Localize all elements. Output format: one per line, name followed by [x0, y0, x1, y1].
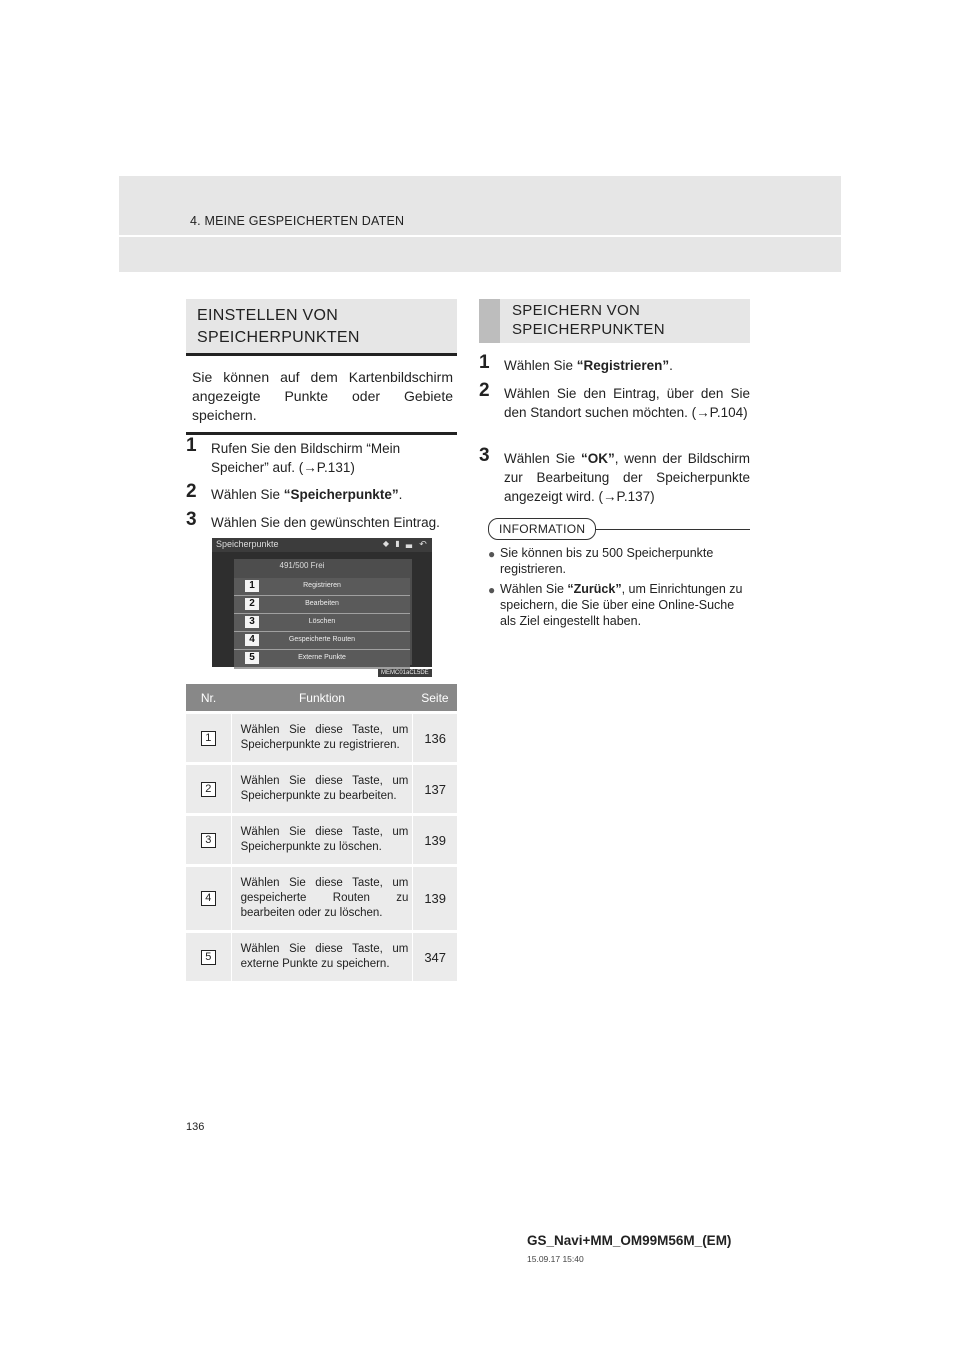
table-row [186, 866, 457, 932]
bullet-dot-icon: ● [488, 583, 496, 597]
step-number: 3 [186, 509, 197, 530]
step-text: Wählen Sie den Eintrag, über den Sie den Standort suchen möchten. (→P.104) [504, 386, 750, 420]
screen-button-bearbeiten: Bearbeiten [234, 596, 410, 615]
step-number: 2 [479, 380, 490, 401]
screen-title: Speicherpunkte [216, 539, 279, 549]
header-nr: Nr. [186, 684, 231, 713]
screen-button-externe-punkte: Externe Punkte [234, 650, 410, 669]
step-number: 1 [186, 435, 197, 456]
right-step-1 [479, 352, 750, 375]
bullet-text: Sie können bis zu 500 Speicherpunkte registrieren. [500, 546, 714, 576]
header-funktion: Funktion [231, 684, 413, 713]
table-row [186, 932, 457, 982]
header-seite: Seite [413, 684, 457, 713]
step-number: 1 [479, 352, 490, 373]
image-code: MEMC01aCL5DE [378, 669, 432, 677]
table-row [186, 764, 457, 815]
row-function: Wählen Sie diese Taste, um gespeicherte Routen zu bearbeiten oder zu löschen. [231, 866, 413, 932]
intro-text: Sie können auf dem Kartenbildschirm angezeigte Punkte oder Gebiete speichern. [192, 369, 453, 423]
screen-button-loeschen: Löschen [234, 614, 410, 633]
row-number: 2 [201, 782, 216, 797]
callout-number: 2 [245, 598, 259, 610]
step-text: Wählen Sie “OK”, wenn der Bildschirm zur Bearbeitung der Speicherpunkte angezeigt wird. (→P.137) [504, 451, 750, 504]
screen-button-registrieren: Registrieren [234, 578, 410, 597]
row-page: 139 [413, 815, 457, 866]
left-section-title-line2: SPEICHERPUNKTEN [197, 329, 360, 346]
document-code: GS_Navi+MM_OM99M56M_(EM) [527, 1233, 732, 1248]
step-text: Rufen Sie den Bildschirm “Mein Speicher” auf. (→P.131) [211, 441, 401, 475]
row-function: Wählen Sie diese Taste, um Speicherpunkte zu registrieren. [231, 713, 413, 764]
row-number: 4 [201, 891, 216, 906]
row-page: 139 [413, 866, 457, 932]
section-accent-bar [479, 299, 500, 343]
function-table [186, 684, 457, 981]
right-step-2 [479, 380, 750, 422]
row-function: Wählen Sie diese Taste, um Speicherpunkte zu bearbeiten. [231, 764, 413, 815]
step-number: 2 [186, 481, 197, 502]
status-icons: ◆ ▮ ▃ [382, 539, 414, 548]
row-number: 1 [201, 731, 216, 746]
right-step-3 [479, 445, 750, 506]
row-number: 3 [201, 833, 216, 848]
step-text: Wählen Sie den gewünschten Eintrag. [211, 515, 440, 530]
callout-number: 4 [245, 634, 259, 646]
left-section-title-line1: EINSTELLEN VON [197, 307, 339, 324]
info-bullet-2 [488, 581, 750, 629]
callout-number: 5 [245, 652, 259, 664]
header-divider [119, 235, 841, 237]
back-arrow-icon: ↶ [419, 539, 427, 549]
step-number: 3 [479, 445, 490, 466]
step-text: Wählen Sie “Speicherpunkte”. [211, 487, 403, 502]
left-step-3 [186, 509, 457, 532]
bullet-text: Wählen Sie “Zurück”, um Einrichtungen zu speichern, die Sie über eine Online-Suche als Ziel eingestellt haben. [500, 582, 743, 628]
callout-number: 3 [245, 616, 259, 628]
row-page: 347 [413, 932, 457, 982]
left-step-1 [186, 435, 457, 477]
chapter-title: 4. MEINE GESPEICHERTEN DATEN [190, 214, 405, 228]
callout-number: 1 [245, 580, 259, 592]
intro-box [186, 353, 457, 435]
row-function: Wählen Sie diese Taste, um Speicherpunkte zu löschen. [231, 815, 413, 866]
table-header-row [186, 684, 457, 713]
row-page: 137 [413, 764, 457, 815]
row-page: 136 [413, 713, 457, 764]
speicherpunkte-screen-image [212, 538, 432, 667]
bullet-dot-icon: ● [488, 547, 496, 561]
table-row [186, 713, 457, 764]
document-date: 15.09.17 15:40 [527, 1254, 584, 1264]
memory-count: 491/500 Frei [279, 561, 325, 570]
screen-button-gespeicherte-routen: Gespeicherte Routen [234, 632, 410, 651]
information-label: INFORMATION [488, 518, 596, 540]
row-number: 5 [201, 950, 216, 965]
right-section-title-line2: SPEICHERPUNKTEN [512, 321, 665, 338]
right-section-title-line1: SPEICHERN VON [512, 302, 641, 319]
row-function: Wählen Sie diese Taste, um externe Punkte zu speichern. [231, 932, 413, 982]
table-row [186, 815, 457, 866]
info-bullet-1 [488, 545, 750, 577]
left-step-2 [186, 481, 457, 504]
step-text: Wählen Sie “Registrieren”. [504, 358, 673, 373]
page-number: 136 [186, 1121, 205, 1133]
